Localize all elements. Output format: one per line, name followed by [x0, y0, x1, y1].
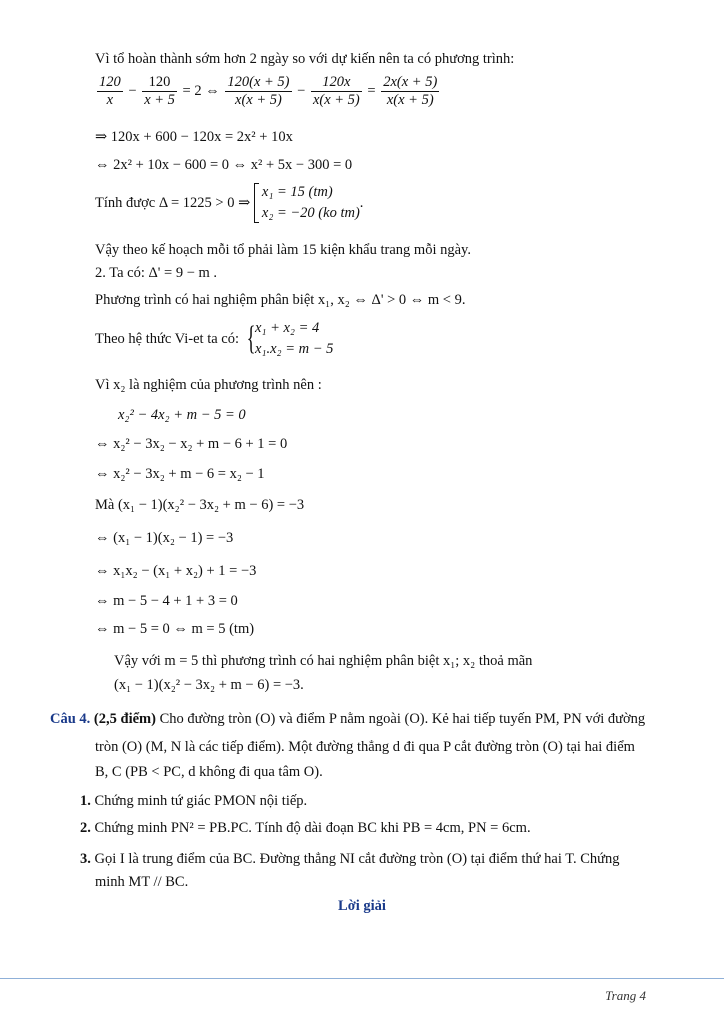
footer-divider: [0, 978, 724, 979]
solution-heading: Lời giải: [338, 898, 386, 914]
fraction: $\frac{120}{x + 5}$: [144, 74, 175, 108]
question-points: (2,5 điểm): [93, 711, 156, 727]
question-text: tròn (O) (M, N là các tiếp điểm). Một đường thẳng d đi qua P cắt đường tròn (O) tại hai điểm: [95, 739, 635, 755]
math-line: ⇒ 120x + 600 − 120x = 2x² + 10x: [95, 129, 293, 145]
sub-question-3: 3. Gọi I là trung điểm của BC. Đường thẳng NI cắt đường tròn (O) tại điểm thứ hai T. Chứng: [80, 851, 620, 867]
fraction: $\frac{2x(x + 5)}{x(x + 5)}$: [383, 74, 438, 108]
sub-question-2: 2. Chứng minh PN² = PB.PC. Tính độ dài đoạn BC khi PB = 4cm, PN = 6cm.: [80, 820, 531, 836]
math-line: (x₁ − 1)(x₂² − 3x₂ + m − 6) = −3.: [114, 677, 304, 693]
math-line: ⇔ x₂² − 3x₂ − x₂ + m − 6 + 1 = 0: [95, 436, 288, 452]
math-line: ⇔ m − 5 − 4 + 1 + 3 = 0: [95, 593, 238, 609]
brace: {: [246, 320, 256, 357]
question-label: Câu 4.: [50, 711, 91, 727]
sub-question-1: 1. Chứng minh tứ giác PMON nội tiếp.: [80, 793, 308, 809]
equation-fractions: $\frac{120}{x}$ − $\frac{120}{x + 5}$ = 2 ⇔ $\frac{120(x + 5)}{x(x + 5)}$ − $\frac{120x}{x(x + 5)}$ = $\frac{2x(x + 5)}{x(x + 5)}$: [99, 74, 438, 108]
text-line: 2. Ta có: Δ' = 9 − m .: [95, 265, 218, 281]
question-4-header: [50, 710, 645, 728]
math-line: ⇔ x₁x₂ − (x₁ + x₂) + 1 = −3: [95, 563, 257, 579]
fraction: $\frac{120(x + 5)}{x(x + 5)}$: [227, 74, 290, 108]
text-line: Vì x₂ là nghiệm của phương trình nên :: [95, 377, 322, 393]
page-number: Trang 4: [605, 988, 646, 1003]
text-line: Phương trình có hai nghiệm phân biệt x₁, x₂ ⇔ Δ' > 0 ⇔ m < 9.: [95, 292, 466, 308]
math-line: ⇔ x₂² − 3x₂ + m − 6 = x₂ − 1: [95, 466, 265, 482]
text-line: Vì tổ hoàn thành sớm hơn 2 ngày so với dự kiến nên ta có phương trình:: [95, 51, 515, 67]
math-line: Mà (x₁ − 1)(x₂² − 3x₂ + m − 6) = −3: [95, 497, 305, 513]
text-line: Vậy với m = 5 thì phương trình có hai nghiệm phân biệt x₁; x₂ thoả mãn: [114, 653, 533, 669]
math-line: ⇔ (x₁ − 1)(x₂ − 1) = −3: [95, 530, 234, 546]
vieta-line: Theo hệ thức Vi-et ta có: { x₁ + x₂ = 4 x₁.x₂ = m − 5: [95, 320, 334, 357]
math-line: x₂² − 4x₂ + m − 5 = 0: [118, 407, 246, 423]
text-line: Vậy theo kế hoạch mỗi tổ phải làm 15 kiện khẩu trang mỗi ngày.: [95, 242, 471, 258]
question-text: Cho đường tròn (O) và điểm P nằm ngoài (O). Kẻ hai tiếp tuyến PM, PN với đường: [159, 711, 646, 727]
fraction: $\frac{120x}{x(x + 5)}$: [312, 74, 360, 108]
bracket: [254, 183, 259, 223]
sub-question-3-cont: minh MT // BC.: [95, 874, 189, 890]
math-line: ⇔ m − 5 = 0 ⇔ m = 5 (tm): [95, 621, 255, 637]
fraction: $\frac{120}{x}$: [99, 74, 121, 108]
question-text: B, C (PB < PC, d không đi qua tâm O).: [95, 764, 323, 780]
math-line: ⇔ 2x² + 10x − 600 = 0 ⇔ x² + 5x − 300 = 0: [95, 157, 353, 173]
delta-line: Tính được Δ = 1225 > 0 ⇒ x₁ = 15 (tm) x₂ = −20 (ko tm) .: [95, 184, 364, 221]
